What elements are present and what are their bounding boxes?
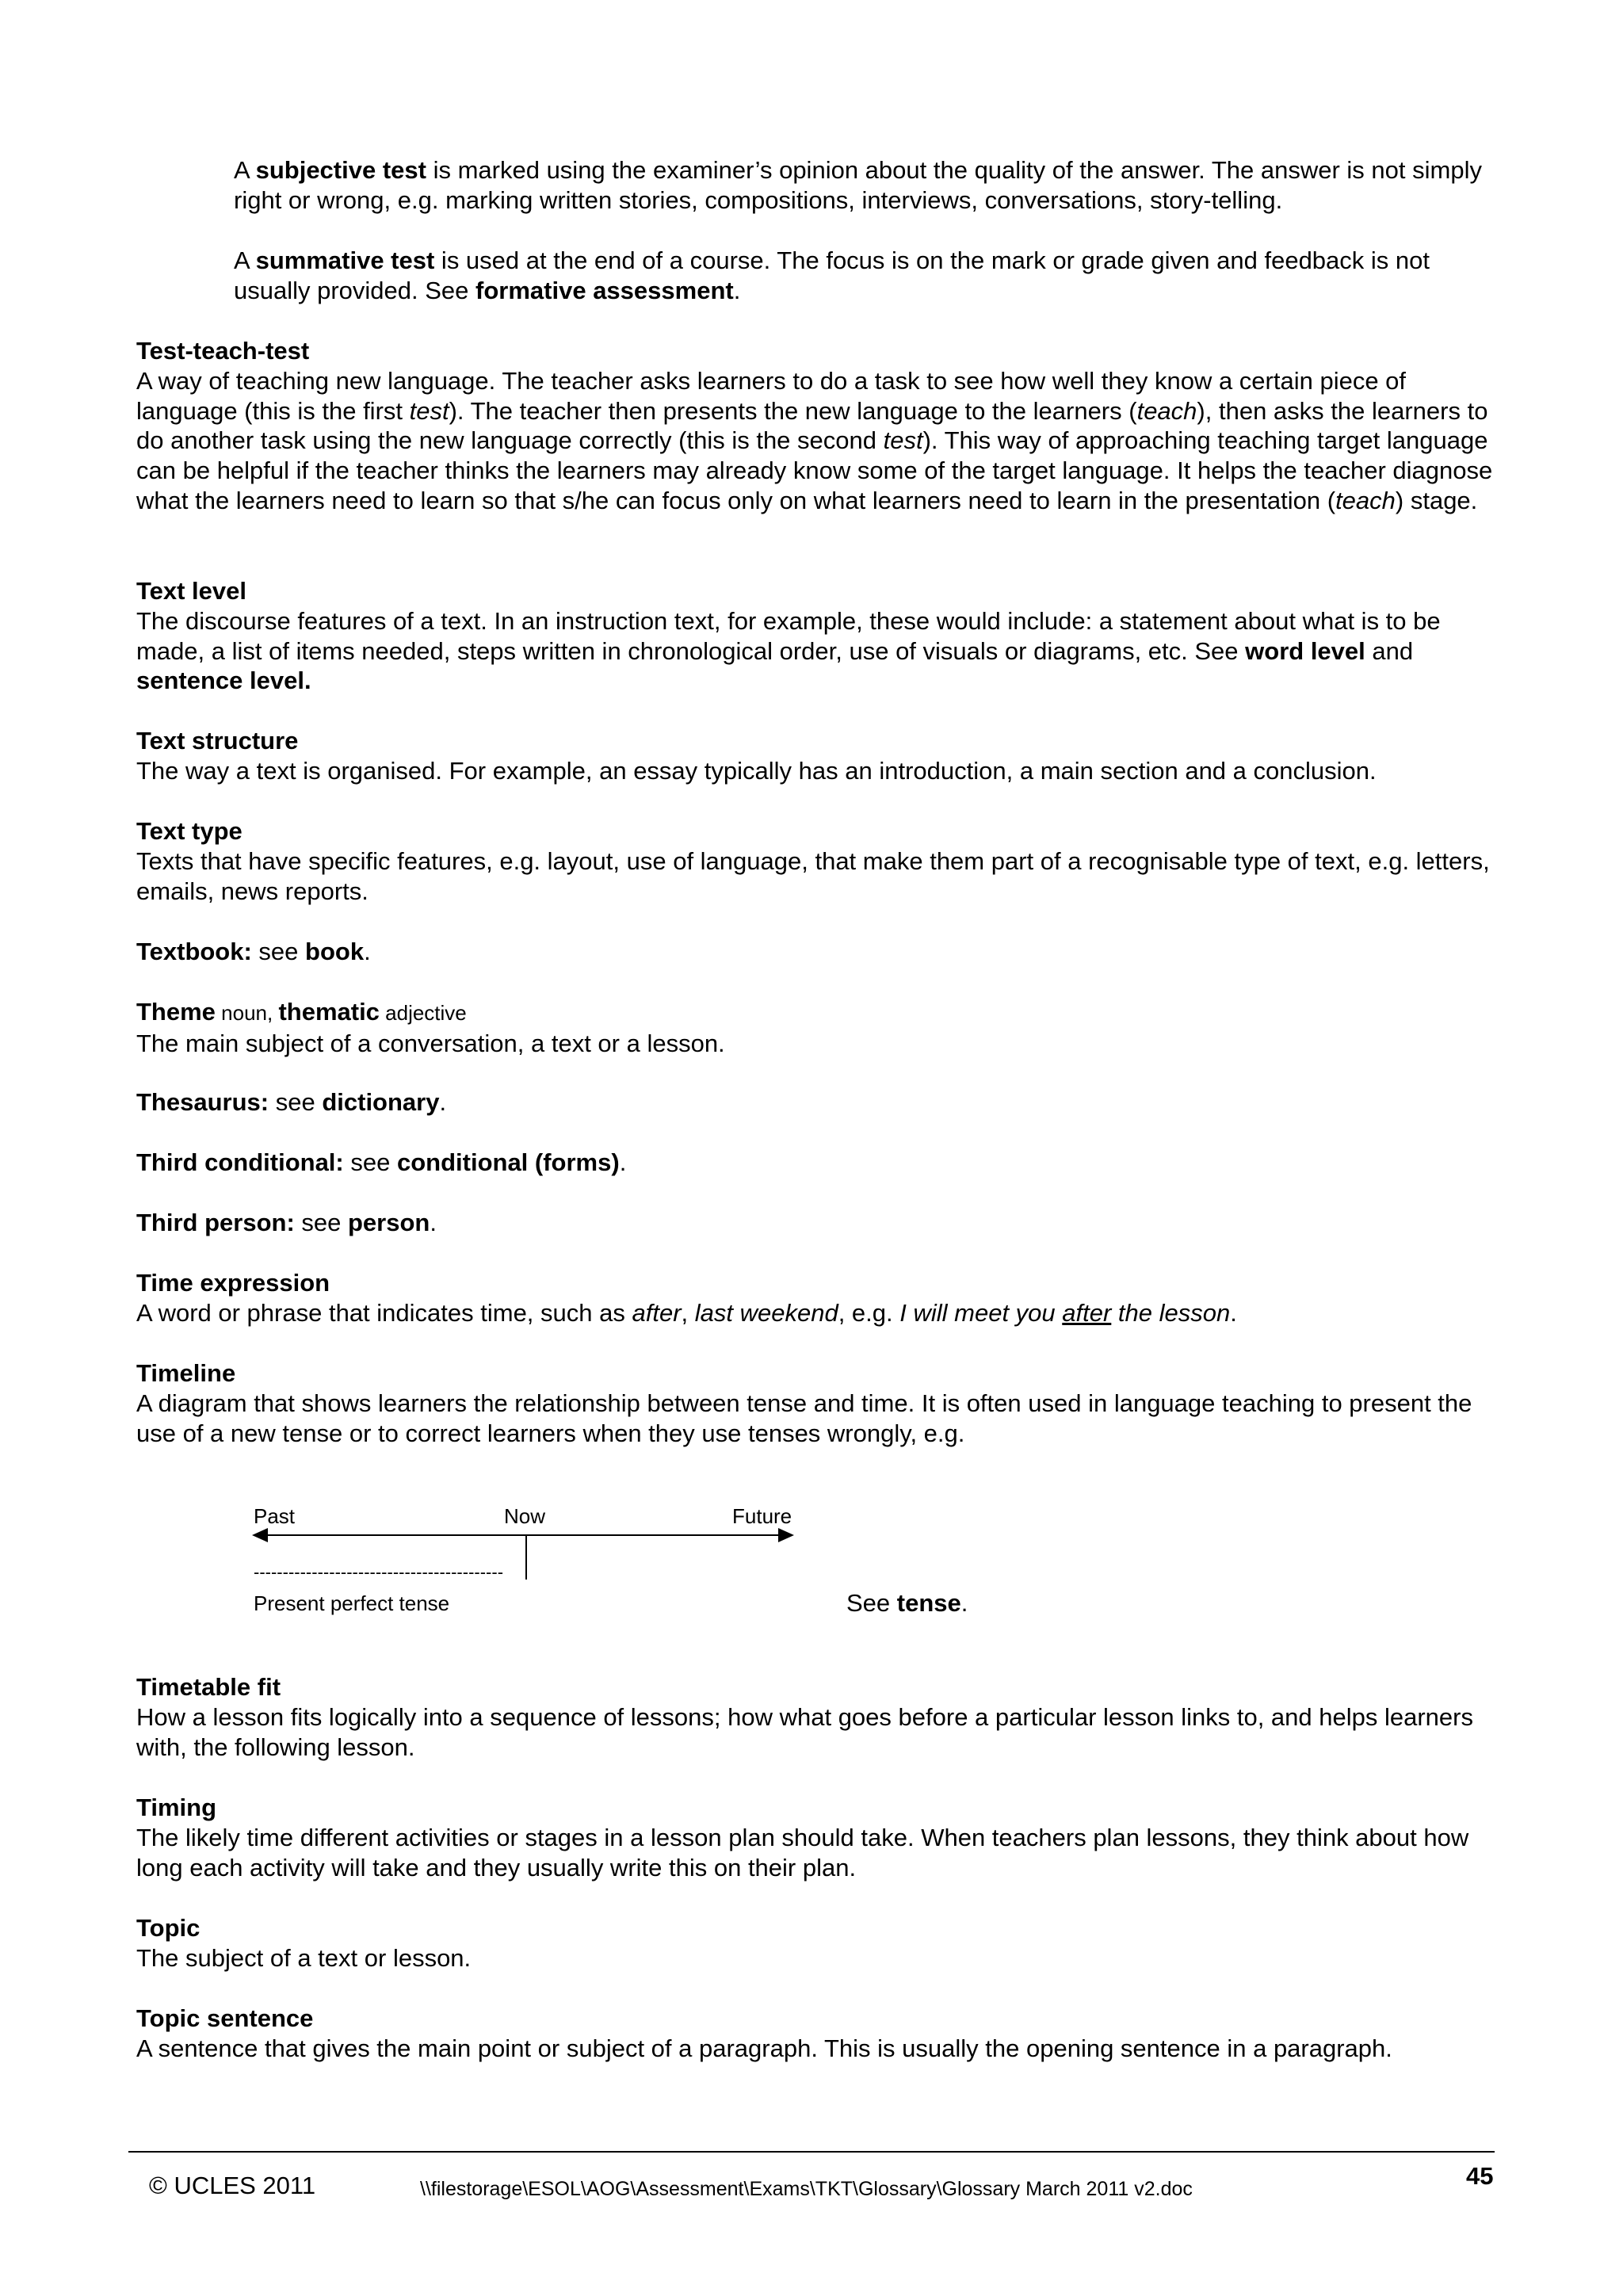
heading-third-conditional: Third conditional: [136, 1148, 344, 1176]
text: is used at the end of a course. The focus is on the mark or grade given and feedback is not usually provided. See [234, 246, 1430, 304]
text: . [364, 938, 371, 965]
text: see [343, 1148, 397, 1176]
ref-dictionary: dictionary [322, 1088, 440, 1116]
entry-timeline [136, 1358, 1507, 1448]
text: A [234, 246, 256, 274]
text: , [681, 1298, 695, 1327]
text: See [846, 1589, 897, 1617]
definition: Texts that have specific features, e.g. layout, use of language, that make them part of a recognisable type of text, e.g. letters, emails, news reports. [136, 846, 1490, 905]
italic-text: test [409, 396, 449, 425]
heading-third-person: Third person: [136, 1209, 295, 1236]
entry-thesaurus [136, 1087, 1507, 1117]
text: see [294, 1209, 348, 1236]
entry-topic-sentence [136, 2004, 1507, 2064]
text: . [960, 1589, 968, 1617]
italic-text: the lesson [1111, 1298, 1231, 1327]
term-subjective-test: subjective test [255, 156, 426, 184]
timeline-caption: Present perfect tense [254, 1591, 450, 1615]
ref-book: book [305, 938, 365, 965]
italic-text: I will meet you [899, 1298, 1063, 1327]
italic-text: last weekend [694, 1298, 838, 1327]
text: . [1230, 1298, 1237, 1327]
entry-summative-test [234, 246, 1510, 306]
entry-time-expression [136, 1268, 1507, 1328]
heading-textbook: Textbook: [136, 938, 252, 965]
heading-timing: Timing [136, 1794, 217, 1821]
term-summative-test: summative test [255, 246, 435, 274]
definition: The subject of a text or lesson. [136, 1943, 472, 1972]
timeline-right-arrow-icon [778, 1528, 794, 1542]
footer-divider [128, 2151, 1495, 2153]
text: A word or phrase that indicates time, such as [136, 1298, 632, 1327]
heading-timeline: Timeline [136, 1359, 236, 1387]
entry-subjective-test [234, 155, 1510, 216]
text: is marked using the examiner’s opinion about the quality of the answer. The answer is not simply right or wrong, e.g. marking written stories, compositions, interviews, conversations, story-telling. [234, 156, 1482, 214]
text: A way of teaching new language. The teacher asks learners to do a task to see how well they know a certain piece of language (this is the first [136, 366, 1407, 425]
timeline-axis [262, 1534, 785, 1536]
definition [136, 606, 1507, 696]
timeline-see-tense [846, 1588, 968, 1618]
definition: A sentence that gives the main point or subject of a paragraph. This is usually the opening sentence in a paragraph. [136, 2034, 1392, 2062]
entry-timetable-fit [136, 1672, 1507, 1762]
timeline-past-label: Past [254, 1504, 296, 1528]
underlined-italic-text: after [1062, 1298, 1112, 1327]
entry-text-structure [136, 726, 1507, 786]
text: , e.g. [838, 1298, 900, 1327]
text: ). The teacher then presents the new language to the learners ( [449, 396, 1137, 425]
text: The discourse features of a text. In an instruction text, for example, these would include: a statement about what is to be made, a list of items needed, steps written in chronological order, use of visuals or diagrams, etc. See [136, 606, 1441, 665]
timeline-now-marker [525, 1535, 527, 1580]
italic-text: teach [1136, 396, 1197, 425]
text: see [269, 1088, 323, 1116]
definition: The likely time different activities or stages in a lesson plan should take. When teachers plan lessons, they think about how long each activity will take and they usually write this on their plan. [136, 1823, 1469, 1881]
text: . [430, 1209, 437, 1236]
ref-formative-assessment: formative assessment [475, 276, 734, 304]
timeline-dashed-span: ------------------------------------------- [254, 1562, 504, 1582]
definition: The main subject of a conversation, a text or a lesson. [136, 1029, 725, 1057]
definition: The way a text is organised. For example, an essay typically has an introduction, a main section and a conclusion. [136, 756, 1377, 785]
heading-test-teach-test: Test-teach-test [136, 337, 310, 365]
text: . [733, 276, 741, 304]
italic-text: test [883, 426, 923, 455]
entry-third-person [136, 1208, 1507, 1238]
definition [136, 366, 1507, 516]
heading-text-type: Text type [136, 817, 242, 845]
heading-theme-line [136, 997, 1507, 1029]
definition: How a lesson fits logically into a sequence of lessons; how what goes before a particular lesson links to, and helps learners with, the following lesson. [136, 1702, 1473, 1761]
heading-time-expression: Time expression [136, 1269, 330, 1297]
heading-thematic: thematic [278, 998, 380, 1026]
heading-thesaurus: Thesaurus: [136, 1088, 269, 1116]
text: A [234, 156, 256, 184]
entry-text-level [136, 576, 1507, 696]
text: . [439, 1088, 447, 1116]
ref-tense: tense [896, 1589, 961, 1617]
text: ) stage. [1395, 486, 1478, 514]
ref-word-level: word level [1245, 636, 1365, 665]
italic-text: after [632, 1298, 682, 1327]
page-number: 45 [1466, 2162, 1494, 2190]
timeline-left-arrow-icon [252, 1528, 268, 1542]
entry-textbook [136, 937, 1507, 967]
timeline-now-label: Now [504, 1504, 546, 1528]
ref-conditional-forms: conditional (forms) [396, 1148, 620, 1176]
heading-timetable-fit: Timetable fit [136, 1673, 281, 1701]
timeline-future-label: Future [732, 1504, 792, 1528]
text: ). This way of approaching teaching target language can be helpful if the teacher thinks the learners may already know some of the target language. It helps the teacher diagnose what the learners need to learn so that s/he can focus only on what learners need to learn in the presentation ( [136, 426, 1493, 514]
heading-text-level: Text level [136, 577, 247, 605]
text: ), then asks the learners to do another task using the new language correctly (this is the second [136, 396, 1488, 455]
footer-file-path: \\filestorage\ESOL\AOG\Assessment\Exams\TKT\Glossary\Glossary March 2011 v2.doc [420, 2178, 1193, 2200]
definition: A diagram that shows learners the relationship between tense and time. It is often used in language teaching to present the use of a new tense or to correct learners when they use tenses wrongly, e.g. [136, 1389, 1472, 1447]
ref-person: person [348, 1209, 430, 1236]
entry-third-conditional [136, 1148, 1507, 1178]
entry-test-teach-test [136, 336, 1507, 516]
heading-topic-sentence: Topic sentence [136, 2004, 314, 2032]
heading-text-structure: Text structure [136, 727, 299, 755]
entry-text-type [136, 816, 1507, 906]
text: see [251, 938, 306, 965]
entry-topic [136, 1913, 1507, 1973]
text: and [1365, 636, 1414, 665]
text: . [619, 1148, 627, 1176]
heading-topic: Topic [136, 1914, 200, 1942]
footer-copyright: © UCLES 2011 [149, 2172, 316, 2199]
part-of-speech: noun, [215, 1001, 279, 1025]
ref-sentence-level: sentence level. [136, 667, 311, 695]
entry-timing [136, 1793, 1507, 1882]
definition [136, 1298, 1507, 1328]
entry-theme [136, 997, 1507, 1059]
italic-text: teach [1335, 486, 1396, 514]
heading-theme: Theme [136, 998, 216, 1026]
part-of-speech: adjective [379, 1001, 467, 1025]
